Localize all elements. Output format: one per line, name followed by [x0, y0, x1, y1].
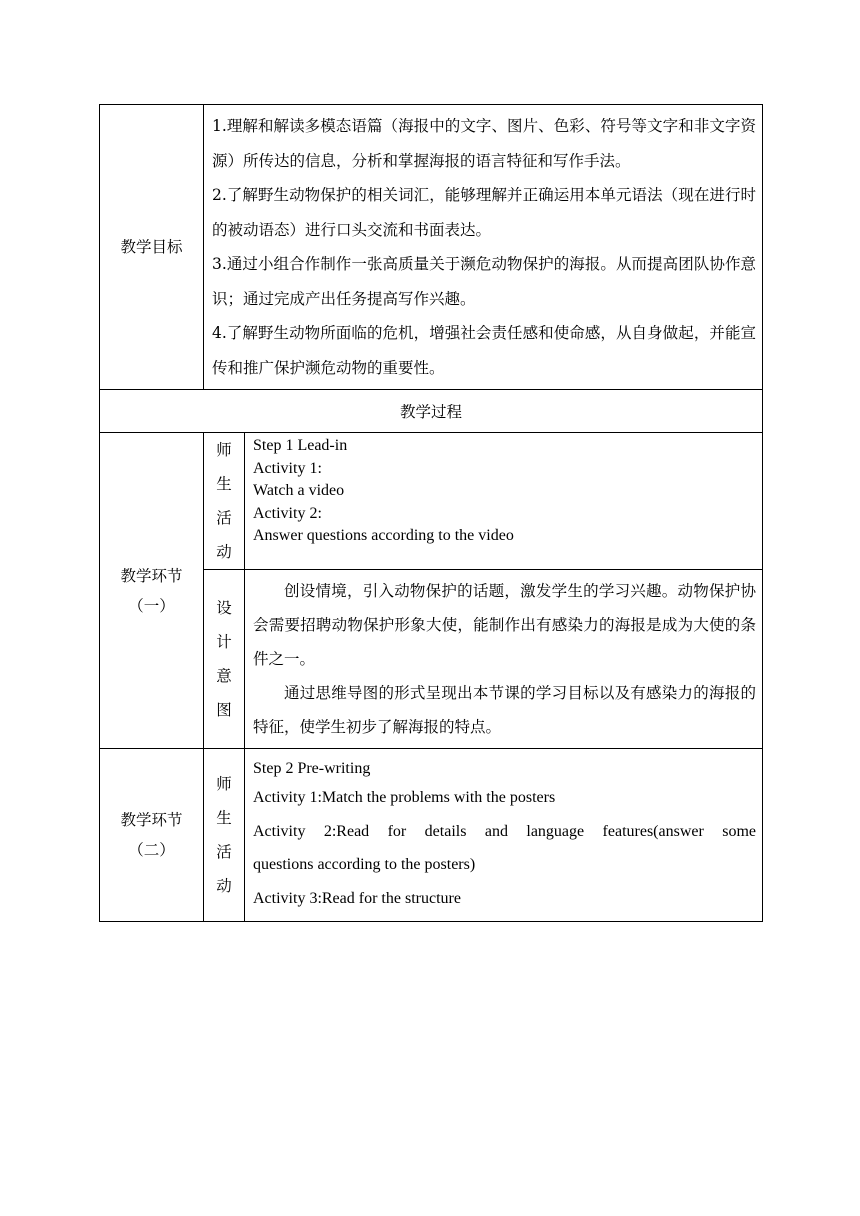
- lesson-plan-table: [99, 104, 763, 922]
- goal-item: 4.了解野生动物所面临的危机，增强社会责任感和使命感，从自身做起，并能宣传和推广保护濒危动物的重要性。: [212, 324, 757, 377]
- vertical-char: 师: [216, 775, 232, 793]
- goals-label: 教学目标: [100, 105, 204, 390]
- stage1-design-label: [204, 570, 245, 749]
- vertical-char: 活: [216, 843, 232, 861]
- process-header: 教学过程: [100, 390, 763, 433]
- goal-item: 2.了解野生动物保护的相关词汇，能够理解并正确运用本单元语法（现在进行时的被动语态）进行口头交流和书面表达。: [212, 186, 757, 239]
- process-header-row: [100, 390, 763, 433]
- activity-line: Watch a video: [253, 482, 345, 499]
- design-paragraph: 通过思维导图的形式呈现出本节课的学习目标以及有感染力的海报的特征，使学生初步了解海报的特点。: [253, 684, 757, 736]
- vertical-char: 意: [216, 667, 232, 685]
- goal-item: 1.理解和解读多模态语篇（海报中的文字、图片、色彩、符号等文字和非文字资源）所传达的信息，分析和掌握海报的语言特征和写作手法。: [212, 117, 757, 170]
- activity-line: Activity 1:: [253, 459, 322, 477]
- stage1-design-content: [245, 570, 763, 749]
- stage1-activity-content: [245, 433, 763, 570]
- stage2-label: [100, 749, 204, 922]
- vertical-char: 活: [216, 509, 232, 527]
- vertical-char: 动: [216, 543, 232, 561]
- vertical-char: 生: [216, 809, 232, 827]
- stage2-activity-content: [245, 749, 763, 922]
- vertical-char: 图: [216, 701, 232, 719]
- step-title: Step 2 Pre-writing: [253, 760, 371, 777]
- stage2-label-number: （二）: [128, 841, 175, 859]
- goal-item: 3.通过小组合作制作一张高质量关于濒危动物保护的海报。从而提高团队协作意识；通过完成产出任务提高写作兴趣。: [212, 255, 757, 308]
- vertical-char: 设: [216, 599, 232, 617]
- goals-row: [100, 105, 763, 390]
- stage1-label-title: 教学环节: [120, 566, 183, 585]
- goals-content: [204, 105, 763, 390]
- activity-line: Activity 3:Read for the structure: [253, 889, 461, 907]
- activity-line: Activity 2:: [253, 504, 322, 522]
- stage1-label-number: （一）: [128, 596, 175, 615]
- activity-line: questions according to the posters): [253, 856, 476, 873]
- stage1-activity-label: [204, 433, 245, 570]
- vertical-char: 动: [216, 877, 232, 895]
- stage2-label-title: 教学环节: [120, 811, 183, 829]
- stage2-activity-row: [100, 749, 763, 922]
- design-paragraph: 创设情境，引入动物保护的话题，激发学生的学习兴趣。动物保护协会需要招聘动物保护形象大使，能制作出有感染力的海报是成为大使的条件之一。: [253, 582, 757, 668]
- activity-line: Answer questions according to the video: [253, 527, 514, 544]
- lesson-plan-page: [99, 104, 762, 922]
- activity-line: Activity 2:Read for details and language features(answer some: [253, 822, 757, 840]
- activity-line: Activity 1:Match the problems with the posters: [253, 789, 556, 806]
- stage1-label: [100, 433, 204, 749]
- vertical-char: 师: [216, 441, 232, 459]
- stage1-activity-row: [100, 433, 763, 570]
- vertical-char: 生: [216, 475, 232, 493]
- step-title: Step 1 Lead-in: [253, 437, 348, 454]
- stage2-activity-label: [204, 749, 245, 922]
- vertical-char: 计: [216, 633, 232, 651]
